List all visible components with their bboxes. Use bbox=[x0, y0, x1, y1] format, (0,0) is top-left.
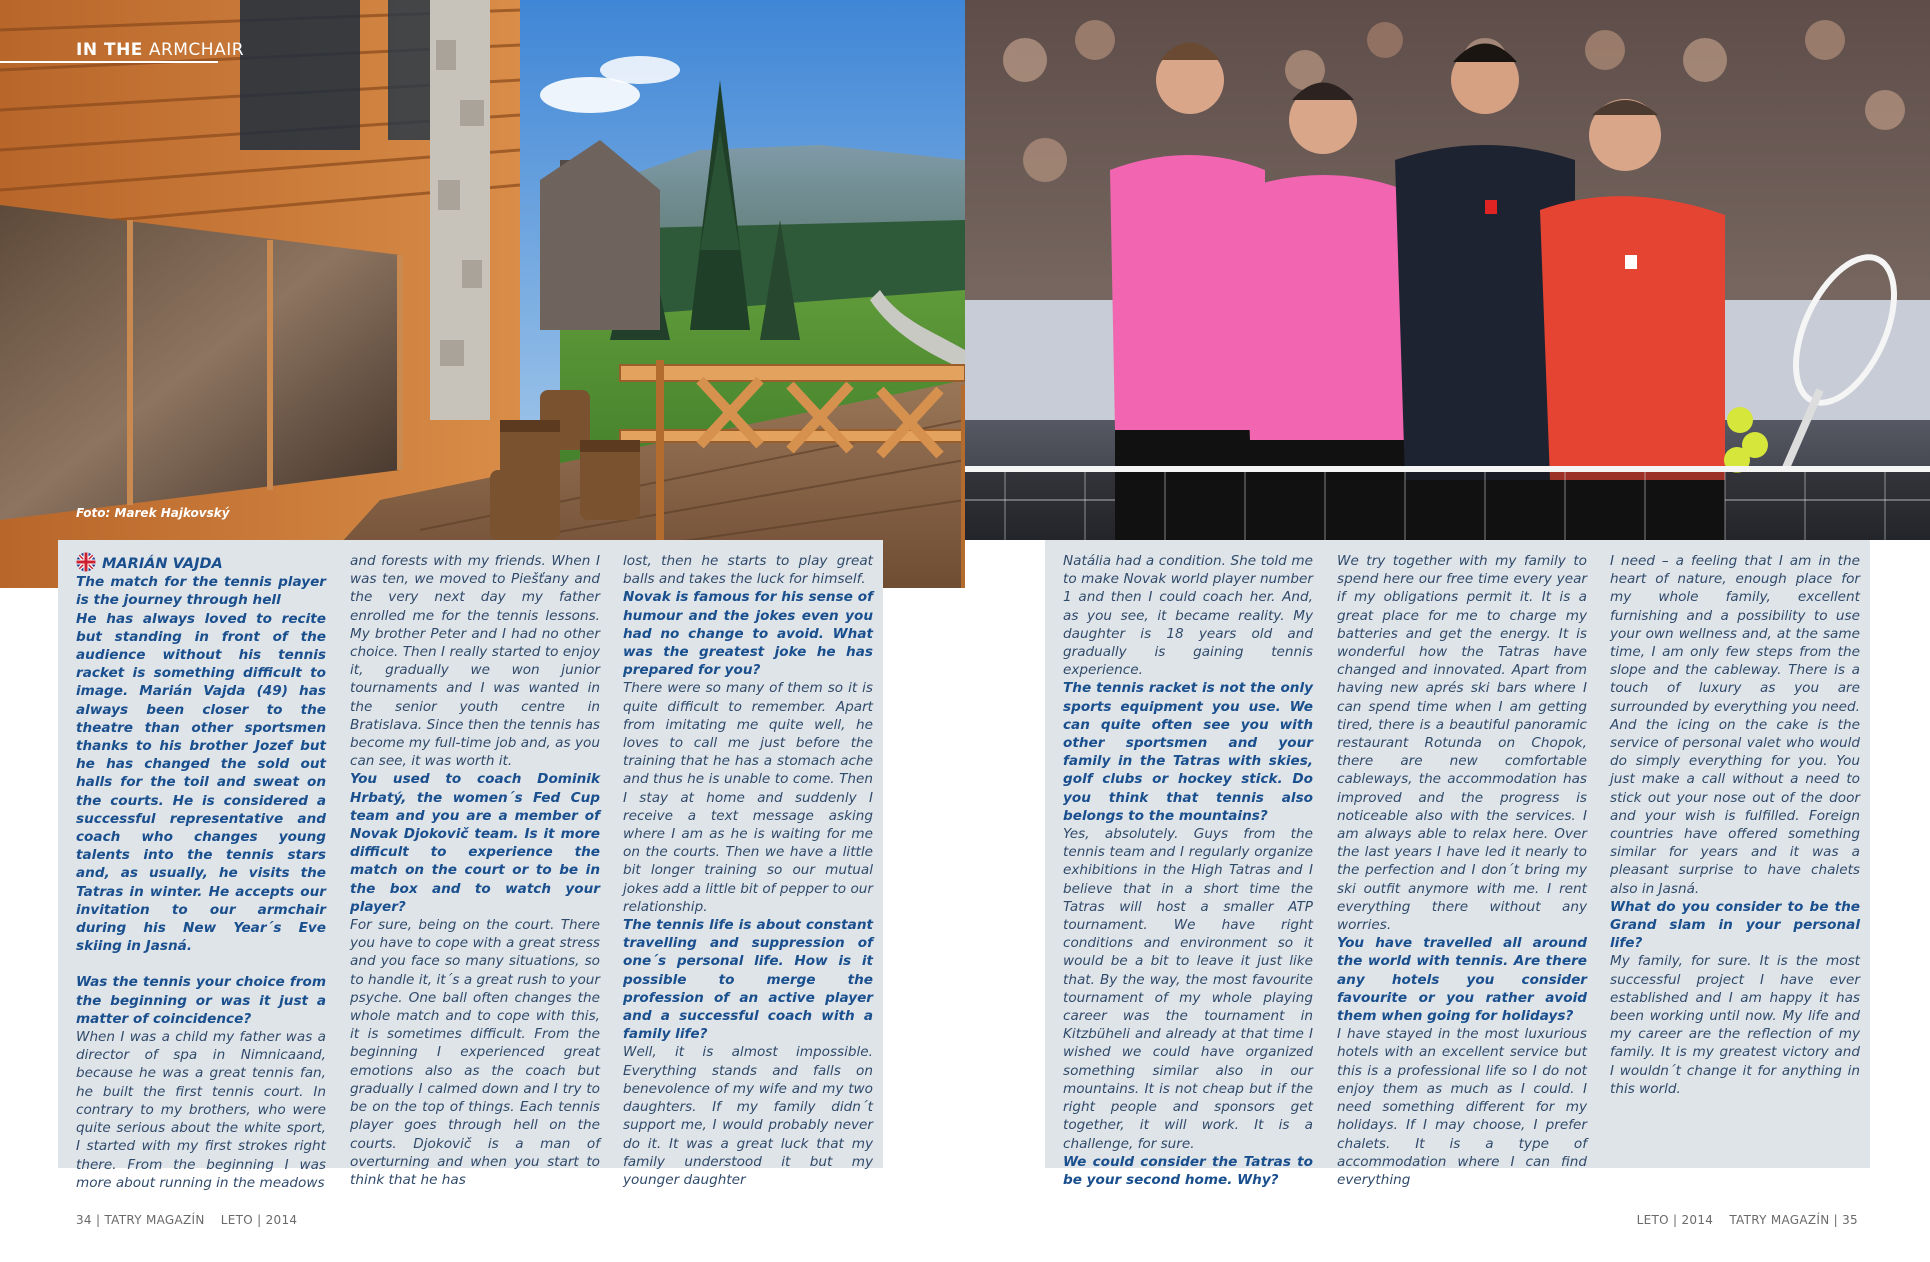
answer: There were so many of them so it is quite difficult to remember. Apart from imitating me quite well, he loves to call me just before the training that he has a stomach ache and thus he is unable to come. Then I stay at home and suddenly I receive a text message asking where I am as he is waiting for me on the courts. Then we have a little bit longer training so our mutual jokes add a little bit of pepper to our relationship. bbox=[623, 680, 873, 915]
page-number-right: TATRY MAGAZÍN | 35 bbox=[1729, 1213, 1858, 1227]
footer-right bbox=[1637, 1213, 1858, 1227]
article-lead: He has always loved to recite but standing in front of the audience without his tennis racket is something difficult to image. Marián Vajda (49) has always been closer to the theatre than other sportsmen thanks to his brother Jozef but he has changed the sold out halls for the toil and sweat on the courts. He is considered a successful representative and coach who changes young talents into the tennis stars and, as usually, he visits the Tatras in winter. He accepts our invitation to our armchair during his New Year´s Eve skiing in Jasná. bbox=[76, 610, 326, 955]
section-label-rule bbox=[0, 61, 218, 63]
issue-right: LETO | 2014 bbox=[1636, 1213, 1714, 1227]
article-panel-left bbox=[58, 540, 883, 1191]
answer: I need – a feeling that I am in the heart of nature, enough place for my whole family, excellent furnishing and a possibility to use your own wellness and, at the same time, I am only few steps from the slope and the cableway. There is a touch of luxury as you are surrounded by everything you need. And the icing on the cake is the service of personal valet who would do simply everything for you. You just make a call without a need to stick out your nose out of the door and your wish is fulfilled. Foreign countries have offered something similar for years and it was a pleasant surprise to have chalets also in Jasná. bbox=[1610, 553, 1860, 897]
section-label-bold: IN THE bbox=[76, 40, 143, 60]
answer: I have stayed in the most luxurious hotels with an excellent service but this is a professional life so I do not enjoy them as much as I could. I need something different for my holidays. If I may choose, I prefer chalets. It is a type of accommodation where I can find everything bbox=[1337, 1026, 1587, 1188]
chalet-terrace-photo bbox=[0, 0, 965, 588]
byline bbox=[76, 552, 326, 573]
article-panel-right bbox=[1045, 540, 1870, 1188]
answer: Natália had a condition. She told me to make Novak world player number 1 and then I could coach her. And, as you see, it became reality. My daughter is 18 years old and gradually is gaining tennis experience. bbox=[1063, 553, 1313, 679]
answer: We try together with my family to spend here our free time every year if my obligations permit it. It is a great place for me to charge my batteries and get the energy. It is wonderful how the Tatras have changed and innovated. Apart from having new aprés ski bars where I can spend time when I am getting tired, there is a beautiful panoramic restaurant Rotunda on Chopok, there are new comfortable cableways, the accommodation has improved and the progress is noticeable also with the services. I am always able to relax here. Over the last years I have led it nearly to the perfection and I don´t bring my ski outfit anymore with me. I rent everything there without any worries. bbox=[1337, 553, 1587, 934]
page-number-left: 34 | TATRY MAGAZÍN bbox=[76, 1213, 205, 1227]
answer: Yes, absolutely. Guys from the tennis team and I regularly organize exhibitions in the High Tatras and I believe that in a short time the Tatras will host a smaller ATP tournament. We have right conditions and environment so it would be a bit to leave it just like that. By the way, the most favourite tournament of my whole playing career was the tournament in Kitzbüheli and already at that time I wished we could have organized something similar also in our mountains. It is not cheap but if the right people and sponsors get together, it will work. It is a challenge, for sure. bbox=[1063, 826, 1313, 1152]
answer: My family, for sure. It is the most successful project I have ever established and I am happy it has been working until now. My life and my career are the reflection of my family. It is my greatest victory and I wouldn´t change it for anything in this world. bbox=[1610, 953, 1860, 1097]
article-column-5 bbox=[1337, 552, 1587, 1189]
footer-left bbox=[76, 1213, 309, 1227]
section-label bbox=[76, 40, 244, 60]
question: The tennis racket is not the only sports equipment you use. We can quite often see you with other sportsmen and your family in the Tatras with skies, golf clubs or hockey stick. Do you think that tennis also belongs to the mountains? bbox=[1063, 680, 1313, 824]
answer: Well, it is almost impossible. Everything stands and falls on benevolence of my wife and my two daughters. If my family didn´t support me, I would probably never do it. It was a great luck that my family understood it but my younger daughter bbox=[623, 1044, 873, 1188]
article-column-2 bbox=[350, 552, 600, 1189]
article-column-3 bbox=[623, 552, 873, 1189]
question: Novak is famous for his sense of humour and the jokes even you had no change to avoid. What was the greatest joke he has prepared for you? bbox=[623, 589, 873, 679]
photo-credit: Foto: Marek Hajkovský bbox=[76, 506, 230, 520]
answer: For sure, being on the court. There you have to cope with a great stress and you face so many situations, so to handle it, it´s a great rush to your psyche. One ball often changes the whole match and to cope with this, it is sometimes difficult. From the beginning I experienced great emotions also as the coach but gradually I calmed down and I try to be on the top of things. Each tennis player goes through hell on the courts. Djokovič is a man of overturning and when you start to think that he has bbox=[350, 917, 600, 1188]
byline-name: MARIÁN VAJDA bbox=[102, 556, 223, 572]
answer: and forests with my friends. When I was ten, we moved to Piešťany and the very next day my father enrolled me for the tennis lessons. My brother Peter and I had no other choice. Then I really started to enjoy it, gradually we won junior tournaments and I was wanted in the senior youth centre in Bratislava. Since then the tennis has become my full-time job and, as you can see, it was worth it. bbox=[350, 553, 600, 770]
section-label-thin: ARMCHAIR bbox=[148, 40, 245, 60]
answer: When I was a child my father was a director of spa in Nimnicaand, because he was a great tennis fan, he built the first tennis court. In contrary to my brothers, who were quite serious about the white sport, I started with my first strokes right there. From the beginning I was more about running in the meadows bbox=[76, 1029, 326, 1191]
question: You have travelled all around the world with tennis. Are there any hotels you consider favourite or you rather avoid them when going for holidays? bbox=[1337, 935, 1587, 1025]
question: Was the tennis your choice from the beginning or was it just a matter of coincidence? bbox=[76, 974, 326, 1027]
article-headline: The match for the tennis player is the journey through hell bbox=[76, 574, 326, 609]
question: You used to coach Dominik Hrbatý, the women´s Fed Cup team and you are a member of Novak Djokovič team. Is it more difficult to experience the match on the court or to be in the box and to watch your player? bbox=[350, 771, 600, 915]
article-column-1 bbox=[76, 552, 326, 1192]
question: What do you consider to be the Grand slam in your personal life? bbox=[1610, 898, 1860, 952]
answer: lost, then he starts to play great balls and takes the luck for himself. bbox=[623, 553, 873, 588]
article-column-6 bbox=[1610, 552, 1860, 1098]
article-column-4 bbox=[1063, 552, 1313, 1189]
question: The tennis life is about constant travelling and suppression of one´s personal life. How is it possible to merge the profession of an active player and a successful coach with a family life? bbox=[623, 917, 873, 1043]
tennis-players-photo bbox=[965, 0, 1930, 540]
question: We could consider the Tatras to be your second home. Why? bbox=[1063, 1153, 1313, 1188]
issue-left: LETO | 2014 bbox=[220, 1213, 298, 1227]
uk-flag-icon bbox=[76, 552, 96, 572]
